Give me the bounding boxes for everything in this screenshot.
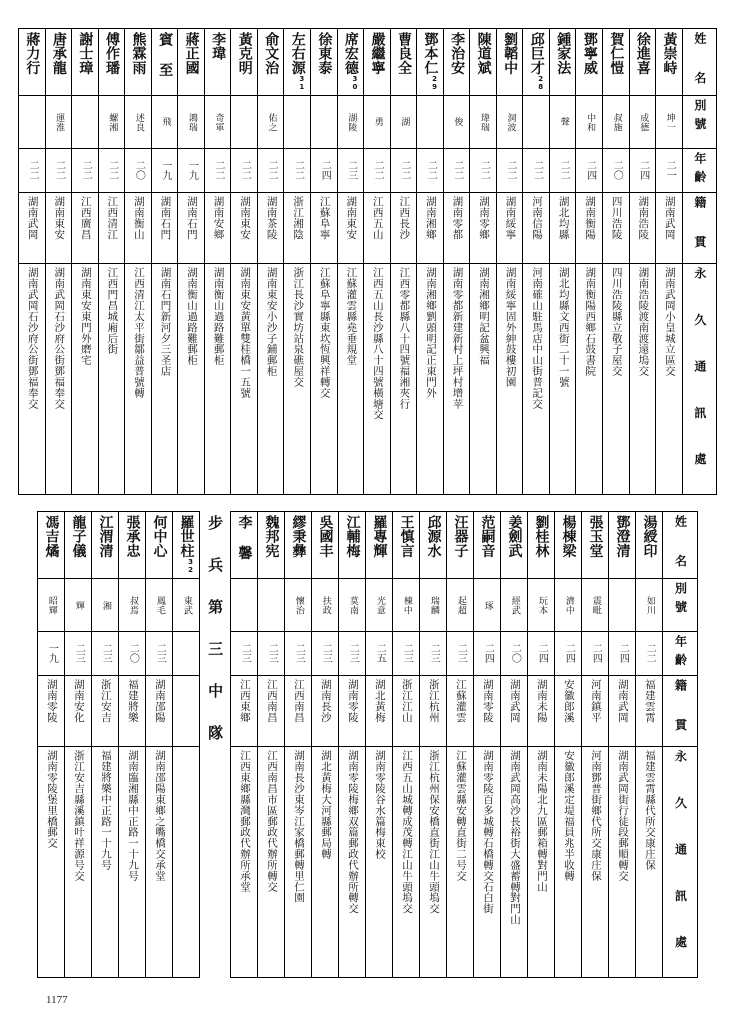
- cell-alias: 玩本: [528, 579, 555, 632]
- roster-row-age: [19, 149, 717, 193]
- cell-alias: 光意: [366, 579, 393, 632]
- cell-alias: [231, 96, 258, 149]
- cell-address: 浙江安吉縣溪鎮叶祥源号交: [65, 747, 92, 978]
- cell-alias: 東武: [173, 579, 200, 632]
- cell-age: [173, 632, 200, 676]
- cell-address: 河南鄧普街鄉代所交康庄保: [582, 747, 609, 978]
- cell-alias: [258, 579, 285, 632]
- cell-age: 二四: [474, 632, 501, 676]
- cell-age: 二三: [146, 632, 173, 676]
- cell-name: 汪器子: [447, 512, 474, 579]
- cell-name: 劉桂林: [528, 512, 555, 579]
- cell-native: 湖南長沙: [312, 676, 339, 747]
- cell-name: 羅世柱$^{32}$: [173, 512, 200, 579]
- cell-age: 一九: [178, 149, 205, 193]
- cell-name: 何中心: [146, 512, 173, 579]
- cell-name: 魏邦宪: [258, 512, 285, 579]
- cell-native: 湖南安化: [65, 676, 92, 747]
- cell-address: 浙江杭州保安橋直街江山牛頭塢交: [420, 747, 447, 978]
- cell-native: 福建將樂: [119, 676, 146, 747]
- cell-address: 湖南衡山過路難郵柜: [204, 264, 231, 495]
- cell-name: 蔣力行: [19, 29, 46, 96]
- cell-native: 湖北黃梅: [366, 676, 393, 747]
- cell-alias: [609, 579, 636, 632]
- cell-alias: [231, 579, 258, 632]
- cell-address: 湖南衡陽西鄉石鼓書院: [576, 264, 603, 495]
- cell-alias: 扶政: [312, 579, 339, 632]
- cell-native: 浙江江山: [393, 676, 420, 747]
- roster-row-address: [19, 264, 717, 495]
- cell-native: 湖南東安: [231, 193, 258, 264]
- cell-age: 二一: [656, 149, 683, 193]
- roster2-row-native: [38, 676, 698, 747]
- cell-alias: 俊: [443, 96, 470, 149]
- cell-name: 邱源水: [420, 512, 447, 579]
- cell-alias: 成德: [629, 96, 656, 149]
- cell-address: 湖南衡山過路難郵柜: [178, 264, 205, 495]
- cell-name: 賓 至: [151, 29, 178, 96]
- cell-alias: [72, 96, 99, 149]
- cell-name: 李瑋: [204, 29, 231, 96]
- cell-age: 二〇: [125, 149, 152, 193]
- cell-age: 二三: [393, 632, 420, 676]
- cell-alias: 坤一: [656, 96, 683, 149]
- cell-name: 鍾家法: [549, 29, 576, 96]
- header-native: 籍 貫: [682, 193, 716, 264]
- roster2-row-name: [38, 512, 698, 579]
- cell-alias: 佑之: [257, 96, 284, 149]
- roster-row-alias: [19, 96, 717, 149]
- cell-age: 二三: [65, 632, 92, 676]
- header2-alias: 別號: [663, 579, 698, 632]
- cell-age: 二二: [364, 149, 391, 193]
- cell-address: 江蘇阜寧縣東坎恆興祥轉交: [311, 264, 338, 495]
- unit-label-cell-2: 步 兵 第 三 中 隊: [200, 512, 231, 978]
- cell-name: 王慎言: [393, 512, 420, 579]
- cell-native: 江西清江: [98, 193, 125, 264]
- cell-native: 湖南東安: [337, 193, 364, 264]
- cell-address: 湖南湘鄉劉頭明記正東門外: [417, 264, 444, 495]
- cell-alias: 昭輝: [38, 579, 65, 632]
- cell-alias: 輝: [65, 579, 92, 632]
- cell-native: 四川浩陵: [603, 193, 630, 264]
- roster-row-name: [19, 29, 717, 96]
- cell-age: 二二: [284, 149, 311, 193]
- cell-age: 二四: [582, 632, 609, 676]
- cell-age: 二二: [98, 149, 125, 193]
- cell-age: 二五: [366, 632, 393, 676]
- cell-address: 湖北黃梅大河縣郵局轉: [312, 747, 339, 978]
- cell-age: 二〇: [119, 632, 146, 676]
- cell-address: 江西五山長沙縣八十四號橫塘交: [364, 264, 391, 495]
- cell-native: 浙江湘陰: [284, 193, 311, 264]
- cell-native: 湖南浩陵: [629, 193, 656, 264]
- cell-name: 蔣正國: [178, 29, 205, 96]
- cell-age: 二三: [420, 632, 447, 676]
- cell-alias: 聲: [549, 96, 576, 149]
- cell-address: 江西五山城轉成茂轉江山牛頭塢交: [393, 747, 420, 978]
- cell-native: 安徽郎溪: [555, 676, 582, 747]
- cell-name: 李 馨: [231, 512, 258, 579]
- cell-name: 張玉堂: [582, 512, 609, 579]
- cell-name: 徐東泰: [311, 29, 338, 96]
- cell-native: 湖南衡山: [125, 193, 152, 264]
- cell-alias: 湖: [390, 96, 417, 149]
- cell-alias: 經武: [501, 579, 528, 632]
- cell-address: 河南確山駐馬店中山街普記交: [523, 264, 550, 495]
- header2-age: 年齡: [663, 632, 698, 676]
- cell-name: 張承忠: [119, 512, 146, 579]
- cell-name: 吳國丰: [312, 512, 339, 579]
- header2-address: 永 久 通 訊 處: [663, 747, 698, 978]
- cell-address: 江西清江太平街鄒益普號轉: [125, 264, 152, 495]
- cell-native: 湖南武岡: [501, 676, 528, 747]
- cell-age: 二二: [45, 149, 72, 193]
- cell-alias: 起超: [447, 579, 474, 632]
- header-address: 永 久 通 訊 處: [682, 264, 716, 495]
- cell-name: 鄧本仁$^{29}$: [417, 29, 444, 96]
- cell-name: 熊霖雨: [125, 29, 152, 96]
- cell-alias: [523, 96, 550, 149]
- cell-native: 福建雲霄: [636, 676, 663, 747]
- cell-address: 湖南零陵谷水篇梅東校: [366, 747, 393, 978]
- cell-alias: [417, 96, 444, 149]
- cell-alias: 琢: [474, 579, 501, 632]
- cell-native: 湖南武岡: [656, 193, 683, 264]
- cell-name: 李治安: [443, 29, 470, 96]
- cell-age: 二二: [496, 149, 523, 193]
- cell-age: 二〇: [603, 149, 630, 193]
- cell-native: 湖南零都: [443, 193, 470, 264]
- cell-name: 陳道斌: [470, 29, 497, 96]
- cell-age: 一九: [38, 632, 65, 676]
- cell-address: 湖南長沙東岑江家橋郵轉里仁園: [285, 747, 312, 978]
- cell-address: 湖南武岡高沙長裕街大盛蓄轉對門山: [501, 747, 528, 978]
- cell-name: 傅作璠: [98, 29, 125, 96]
- cell-name: 曹良全: [390, 29, 417, 96]
- cell-native: 河南鎮平: [582, 676, 609, 747]
- cell-address: 湖南臨湘縣中正路一十九号: [119, 747, 146, 978]
- cell-name: 楊棟梁: [555, 512, 582, 579]
- cell-name: 湯綬印: [636, 512, 663, 579]
- cell-native: 江西廣昌: [72, 193, 99, 264]
- cell-native: 江西南昌: [258, 676, 285, 747]
- cell-name: 繆秉彝: [285, 512, 312, 579]
- cell-native: 浙江安吉: [92, 676, 119, 747]
- header-age: 年齡: [682, 149, 716, 193]
- cell-native: 江蘇灌雲: [447, 676, 474, 747]
- cell-address: 湖南零陵堡里橋郵交: [38, 747, 65, 978]
- roster2-row-address: [38, 747, 698, 978]
- cell-native: 湖南綏寧: [496, 193, 523, 264]
- cell-address: 湖南未陽北九區郵箱轉對門山: [528, 747, 555, 978]
- cell-native: 浙江杭州: [420, 676, 447, 747]
- cell-alias: 螺湘: [98, 96, 125, 149]
- cell-native: 湖南茶陵: [257, 193, 284, 264]
- cell-native: 湖南武岡: [19, 193, 46, 264]
- header2-native: 籍 貫: [663, 676, 698, 747]
- roster2-row-age: [38, 632, 698, 676]
- cell-alias: 飛: [151, 96, 178, 149]
- cell-address: 湖南零陵梅鄉双篇郵政代辦所轉交: [339, 747, 366, 978]
- cell-alias: 瑋瑞: [470, 96, 497, 149]
- cell-name: 鄧寧威: [576, 29, 603, 96]
- roster-table-block-2: [37, 511, 698, 978]
- cell-alias: 中和: [576, 96, 603, 149]
- cell-age: 二三: [92, 632, 119, 676]
- cell-age: 二二: [443, 149, 470, 193]
- cell-native: 江西南昌: [285, 676, 312, 747]
- cell-address: 湖北均縣文西街二十一號: [549, 264, 576, 495]
- cell-name: 席宏德$^{30}$: [337, 29, 364, 96]
- cell-address: 湖南東安小沙子鋪郵柜: [257, 264, 284, 495]
- roster2-row-alias: [38, 579, 698, 632]
- cell-address: 四川浩陵縣立敬子屋交: [603, 264, 630, 495]
- cell-age: 二三: [231, 632, 258, 676]
- cell-native: 湖南零陵: [38, 676, 65, 747]
- cell-name: 江輔梅: [339, 512, 366, 579]
- cell-address: [173, 747, 200, 978]
- cell-alias: 叔焉: [119, 579, 146, 632]
- cell-name: 黃克明: [231, 29, 258, 96]
- cell-alias: 莫南: [339, 579, 366, 632]
- cell-name: 唐承龍: [45, 29, 72, 96]
- cell-alias: 述良: [125, 96, 152, 149]
- header2-name: 姓 名: [663, 512, 698, 579]
- cell-age: 二二: [470, 149, 497, 193]
- cell-address: 湖南邵陽東鄉之嘴橋交承堂: [146, 747, 173, 978]
- cell-name: 鄧澄清: [609, 512, 636, 579]
- cell-alias: 湘: [92, 579, 119, 632]
- cell-name: 江渭清: [92, 512, 119, 579]
- cell-alias: 奇軍: [204, 96, 231, 149]
- cell-alias: 運淮: [45, 96, 72, 149]
- cell-age: 二二: [231, 149, 258, 193]
- cell-alias: [19, 96, 46, 149]
- cell-address: 湖南浩陵渡南渡遠塢交: [629, 264, 656, 495]
- cell-alias: 鳳毛: [146, 579, 173, 632]
- cell-address: 江西門昌城廂后街: [98, 264, 125, 495]
- cell-name: 龍子儀: [65, 512, 92, 579]
- cell-age: 二二: [72, 149, 99, 193]
- cell-name: 劉韜中: [496, 29, 523, 96]
- cell-age: 二四: [555, 632, 582, 676]
- cell-name: 徐進喜: [629, 29, 656, 96]
- cell-address: 江蘇灌雲縣安轉直街二号交: [447, 747, 474, 978]
- cell-age: 一九: [151, 149, 178, 193]
- cell-native: 湖南零陵: [474, 676, 501, 747]
- cell-age: 二四: [629, 149, 656, 193]
- cell-native: 江西五山: [364, 193, 391, 264]
- cell-address: 浙江長沙實坊站泉礁屋交: [284, 264, 311, 495]
- cell-address: 湖南東安黃單雙桂橋一五號: [231, 264, 258, 495]
- cell-address: 湖南湘鄉明記盆興福: [470, 264, 497, 495]
- cell-age: 二二: [549, 149, 576, 193]
- block-separator: [18, 495, 717, 511]
- cell-native: 湖南湘鄉: [417, 193, 444, 264]
- cell-native: 湖北均縣: [549, 193, 576, 264]
- cell-name: 俞文治: [257, 29, 284, 96]
- cell-age: 二三: [447, 632, 474, 676]
- cell-native: 河南信陽: [523, 193, 550, 264]
- cell-native: 湖南零鄉: [470, 193, 497, 264]
- cell-age: 二三: [312, 632, 339, 676]
- cell-age: 二三: [339, 632, 366, 676]
- cell-alias: 勇: [364, 96, 391, 149]
- cell-native: 江蘇阜寧: [311, 193, 338, 264]
- cell-age: 二〇: [501, 632, 528, 676]
- cell-age: 二三: [285, 632, 312, 676]
- cell-age: 二二: [204, 149, 231, 193]
- cell-address: 福建將樂中正路一十九号: [92, 747, 119, 978]
- cell-native: 湖南石門: [151, 193, 178, 264]
- cell-name: 謝士璋: [72, 29, 99, 96]
- cell-name: 黃崇峙: [656, 29, 683, 96]
- cell-address: 湖南武岡石沙府公街鄧福奉交: [45, 264, 72, 495]
- cell-alias: 洞波: [496, 96, 523, 149]
- cell-age: 二二: [636, 632, 663, 676]
- cell-address: 江蘇灌雲縣堯垂規堂: [337, 264, 364, 495]
- cell-address: 湖南綏寧固外紳鼓樓初園: [496, 264, 523, 495]
- cell-address: 江西東鄉縣灣郵政代辦所承堂: [231, 747, 258, 978]
- cell-address: 湖南武岡小皇城立區交: [656, 264, 683, 495]
- roster-row-native: [19, 193, 717, 264]
- cell-alias: 棟中: [393, 579, 420, 632]
- cell-native: 湖南東安: [45, 193, 72, 264]
- cell-address: 江西南昌市區郵政代辦所轉交: [258, 747, 285, 978]
- cell-name: 羅專輝: [366, 512, 393, 579]
- cell-native: 湖南安鄉: [204, 193, 231, 264]
- cell-name: 范嗣音: [474, 512, 501, 579]
- cell-alias: 叔施: [603, 96, 630, 149]
- cell-address: 湖南零都新建新村上坪村增苹: [443, 264, 470, 495]
- cell-alias: 瑞麟: [420, 579, 447, 632]
- cell-age: 二二: [523, 149, 550, 193]
- cell-age: 二四: [609, 632, 636, 676]
- cell-native: 湖南衡陽: [576, 193, 603, 264]
- cell-alias: [284, 96, 311, 149]
- cell-address: 湖南東安東門外磨宅: [72, 264, 99, 495]
- cell-native: [173, 676, 200, 747]
- cell-name: 賀仁愷: [603, 29, 630, 96]
- cell-address: 江西零都縣八十四號福湘夾行: [390, 264, 417, 495]
- page-number: 1177: [46, 994, 68, 1006]
- header-name: 姓 名: [682, 29, 716, 96]
- roster-table-block-1: [18, 28, 717, 495]
- cell-native: 湖南零陵: [339, 676, 366, 747]
- cell-alias: [311, 96, 338, 149]
- cell-name: 姜劍武: [501, 512, 528, 579]
- cell-native: 江西東鄉: [231, 676, 258, 747]
- cell-age: 二四: [528, 632, 555, 676]
- cell-name: 馮吉燏: [38, 512, 65, 579]
- cell-age: 二二: [257, 149, 284, 193]
- cell-age: 二二: [390, 149, 417, 193]
- cell-native: 湖南武岡: [609, 676, 636, 747]
- cell-age: 二四: [311, 149, 338, 193]
- cell-native: 湖南未陽: [528, 676, 555, 747]
- cell-alias: 湖陵: [337, 96, 364, 149]
- cell-age: 二三: [258, 632, 285, 676]
- cell-name: 嚴繼寧: [364, 29, 391, 96]
- cell-age: 二三: [337, 149, 364, 193]
- cell-age: 二二: [19, 149, 46, 193]
- cell-age: 二二: [417, 149, 444, 193]
- cell-native: 湖南邵陽: [146, 676, 173, 747]
- cell-age: 二四: [576, 149, 603, 193]
- cell-address: 福建雲霄縣代所交康庄保: [636, 747, 663, 978]
- cell-address: 湖南武岡街行徒段郵順轉交: [609, 747, 636, 978]
- cell-alias: 如川: [636, 579, 663, 632]
- cell-address: 湖南零陵百多城轉石橋轉交石白街: [474, 747, 501, 978]
- cell-address: 安徽郎溪定堤福員兆半收轉: [555, 747, 582, 978]
- cell-alias: 懷治: [285, 579, 312, 632]
- cell-name: 左右源$^{31}$: [284, 29, 311, 96]
- cell-name: 邱巨才$^{28}$: [523, 29, 550, 96]
- cell-native: 湖南石門: [178, 193, 205, 264]
- cell-alias: 震毗: [582, 579, 609, 632]
- cell-alias: 鴻瑞: [178, 96, 205, 149]
- cell-address: 湖南武岡石沙府公街鄧福奉交: [19, 264, 46, 495]
- cell-alias: 濟中: [555, 579, 582, 632]
- cell-address: 湖南石門新河夕三圣店: [151, 264, 178, 495]
- header-alias: 別號: [682, 96, 716, 149]
- cell-native: 江西長沙: [390, 193, 417, 264]
